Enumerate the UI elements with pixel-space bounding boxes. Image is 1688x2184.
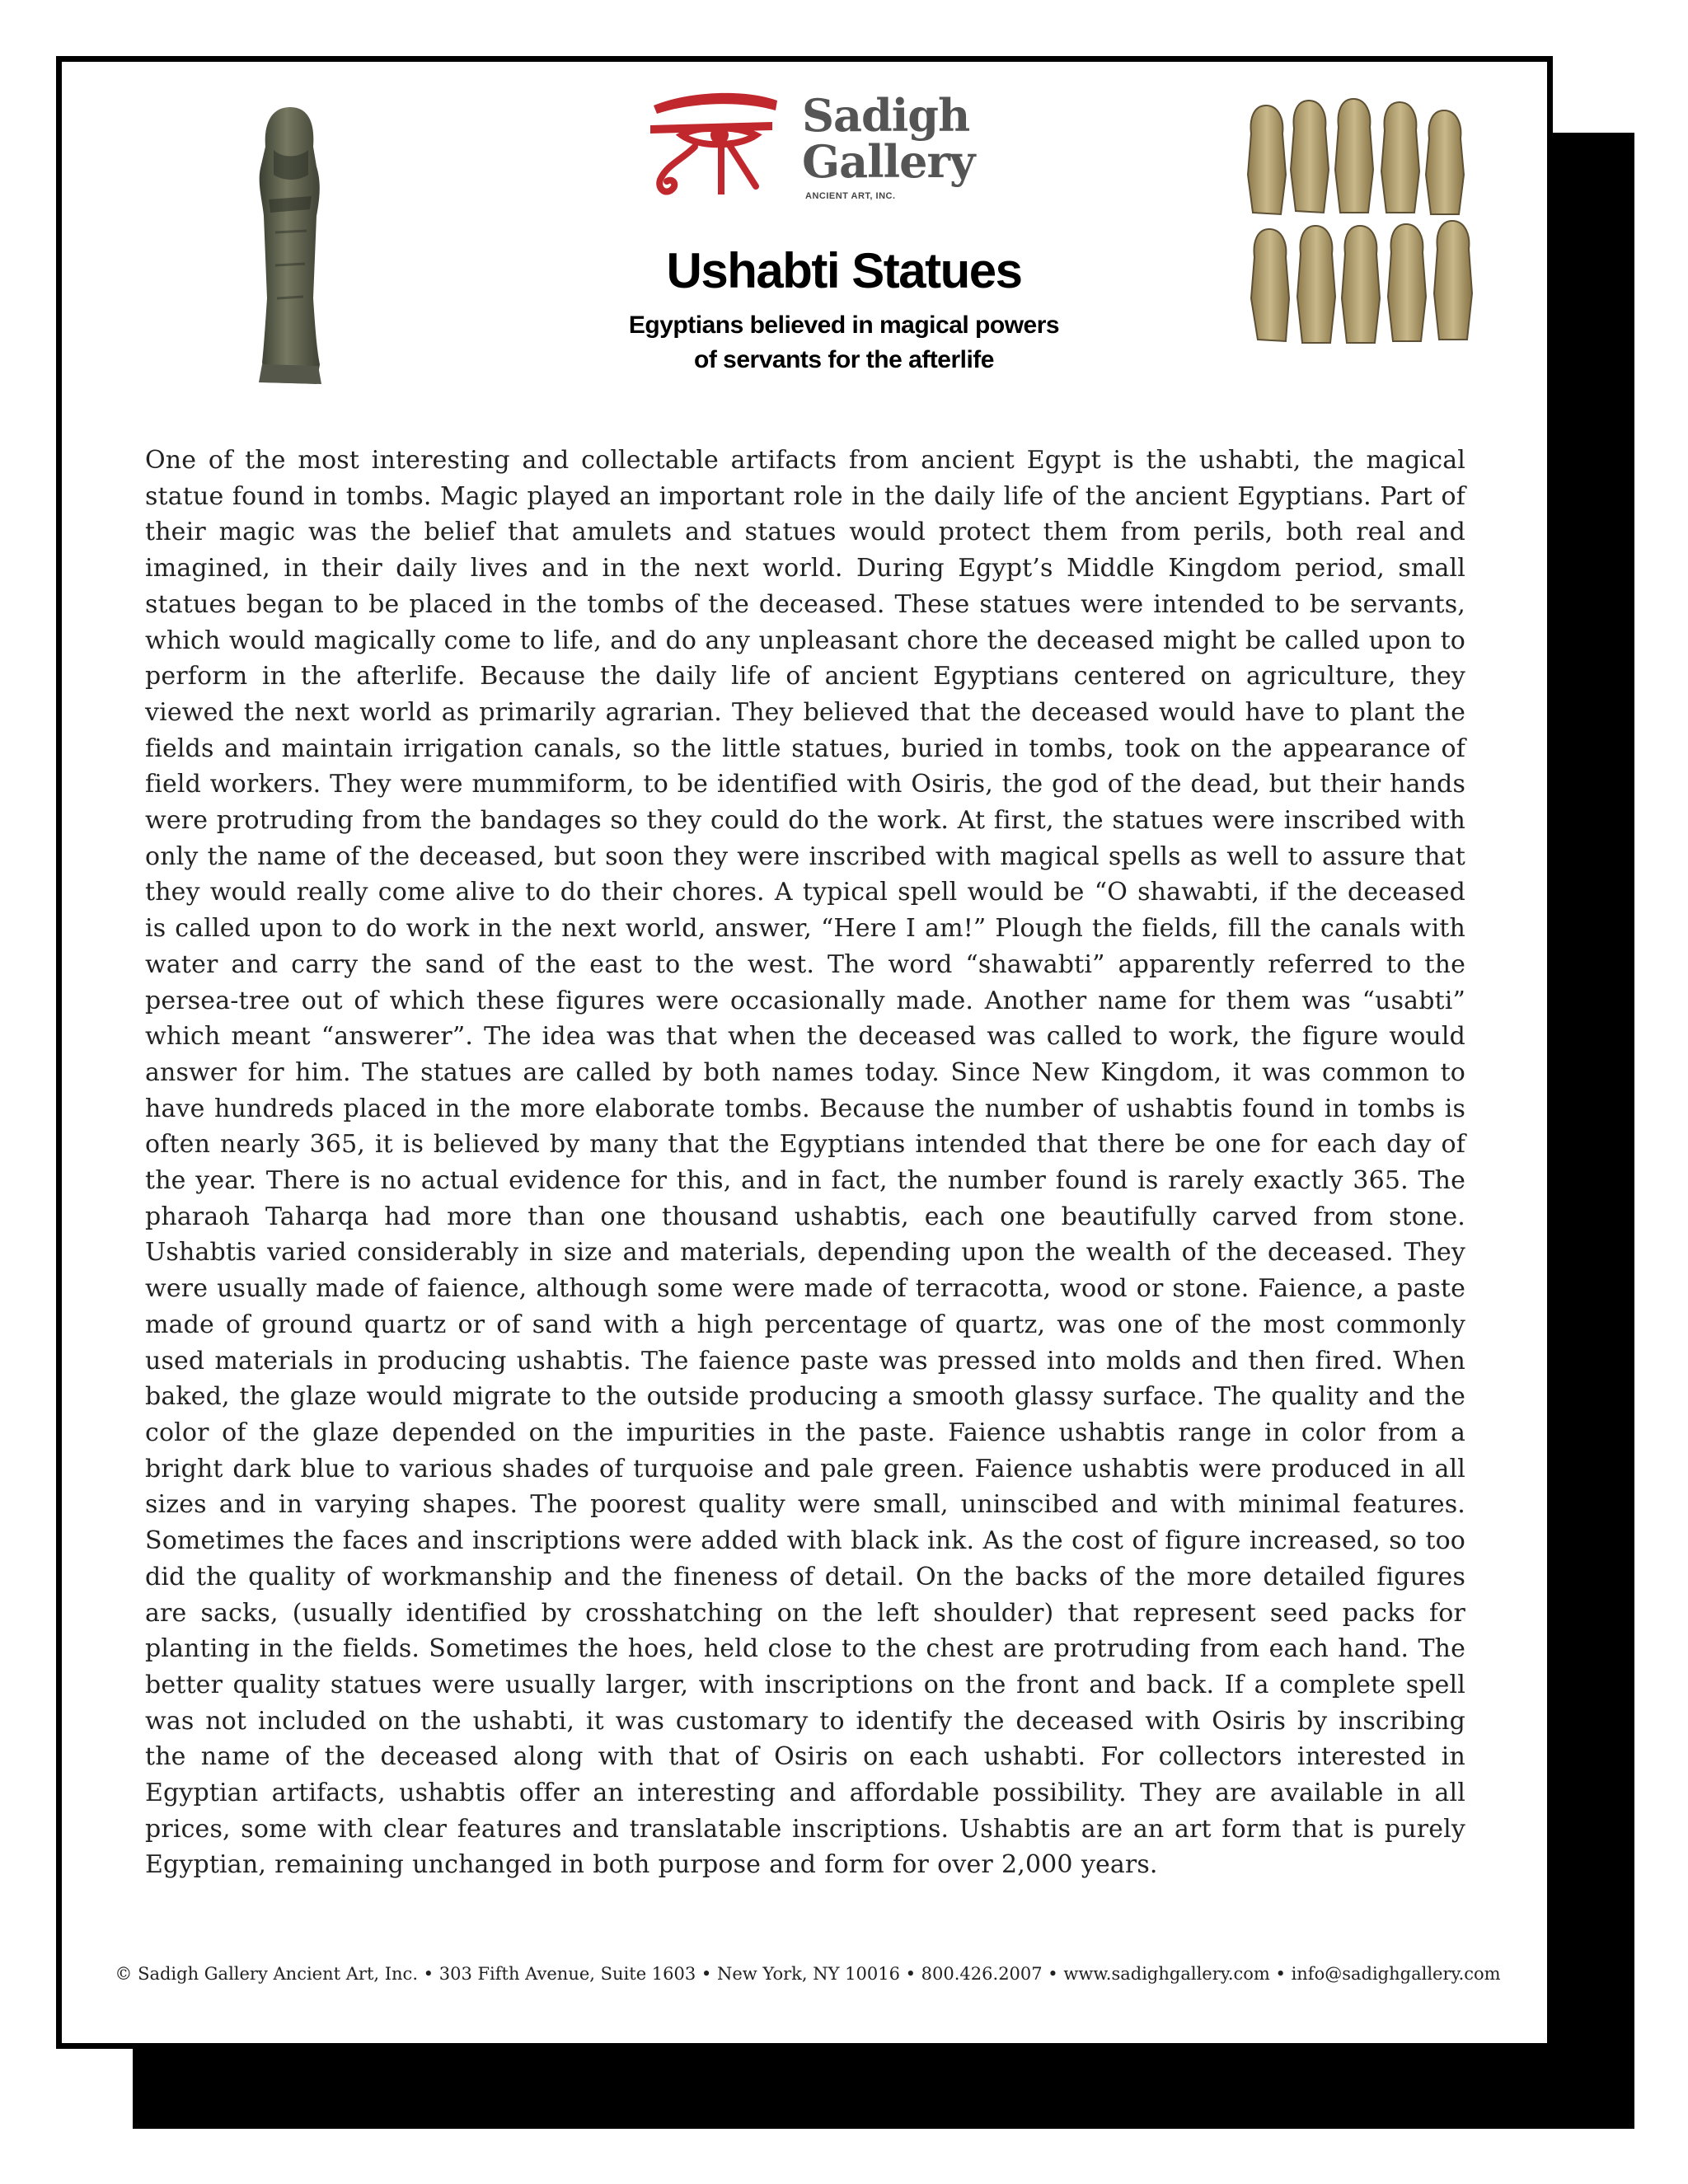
gallery-name-line1: Sadigh	[802, 89, 970, 142]
sadigh-gallery-logo	[649, 89, 995, 201]
article-body: One of the most interesting and collectable artifacts from ancient Egypt is the ushabti, the magical statue found in tombs. Magic played an important role in the daily life of the ancient Egyptians. Part of their magic was the belief that amulets and statues would protect them from perils, both real and imagined, in their daily lives and in the next world. During Egypt’s Middle Kingdom period, small statues began to be placed in the tombs of the deceased. These statues were intended to be servants, which would magically come to life, and do any unpleasant chore the deceased might be called upon to perform in the afterlife. Because the daily life of ancient Egyptians centered on agriculture, they viewed the next world as primarily agrarian. They believed that the deceased would have to plant the fields and maintain irrigation canals, so the little statues, buried in tombs, took on the appearance of field workers. They were mummiform, to be identified with Osiris, the god of the dead, but their hands were protruding from the bandages so they could do the work. At first, the statues were inscribed with only the name of the deceased, but soon they were inscribed with magical spells as well to assure that they would really come alive to do their chores. A typical spell would be “O shawabti, if the deceased is called upon to do work in the next world, answer, “Here I am!” Plough the fields, fill the canals with water and carry the sand of the east to the west. The word “shawabti” apparently referred to the persea-tree out of which these figures were occasionally made. Another name for them was “usabti” which meant “answerer”. The idea was that when the deceased was called to work, the figure would answer for him. The statues are called by both names today. Since New Kingdom, it was common to have hundreds placed in the more elaborate tombs. Because the number of ushabtis found in tombs is often nearly 365, it is believed by many that the Egyptians intended that there be one for each day of the year. There is no actual evidence for this, and in fact, the number found is rarely exactly 365. The pharaoh Taharqa had more than one thousand ushabtis, each one beautifully carved from stone. Ushabtis varied considerably in size and materials, depending upon the wealth of the deceased. They were usually made of faience, although some were made of terracotta, wood or stone. Faience, a paste made of ground quartz or of sand with a high percentage of quartz, was one of the most commonly used materials in producing ushabtis. The faience paste was pressed into molds and then fired. When baked, the glaze would migrate to the outside producing a smooth glassy surface. The quality and the color of the glaze depended on the impurities in the paste. Faience ushabtis range in color from a bright dark blue to various shades of turquoise and pale green. Faience ushabtis were produced in all sizes and in varying shapes. The poorest quality were small, uninscibed and with minimal features. Sometimes the faces and inscriptions were added with black ink. As the cost of figure increased, so too did the quality of workmanship and the fineness of detail. On the backs of the more detailed figures are sacks, (usually identified by crosshatching on the left shoulder) that represent seed packs for planting in the fields. Sometimes the hoes, held close to the chest are protruding from each hand. The better quality statues were usually larger, with inscriptions on the front and back. If a complete spell was not included on the ushabti, it was customary to identify the deceased with Osiris by inscribing the name of the deceased along with that of Osiris on each ushabti. For collectors interested in Egyptian artifacts, ushabtis offer an interesting and affordable possibility. They are available in all prices, some with clear features and translatable inscriptions. Ushabtis are an art form that is purely Egyptian, remaining unchanged in both purpose and form for over 2,000 years.	[145, 446, 1465, 1880]
eye-of-horus-icon	[649, 89, 781, 201]
contact-footer: © Sadigh Gallery Ancient Art, Inc. • 303 Fifth Avenue, Suite 1603 • New York, NY 10016 • 800.426.2007 • www.sadighgallery.com • info@sadighgallery.com	[115, 1964, 1501, 1984]
subtitle-line-2: of servants for the afterlife	[694, 346, 994, 373]
page-title: Ushabti Statues	[666, 243, 1022, 298]
gallery-tagline: ANCIENT ART, INC.	[805, 191, 896, 201]
gallery-name-line2: Gallery	[802, 135, 975, 188]
gallery-name	[802, 89, 975, 188]
page-subtitle	[0, 308, 1688, 377]
subtitle-line-1: Egyptians believed in magical powers	[628, 312, 1060, 339]
